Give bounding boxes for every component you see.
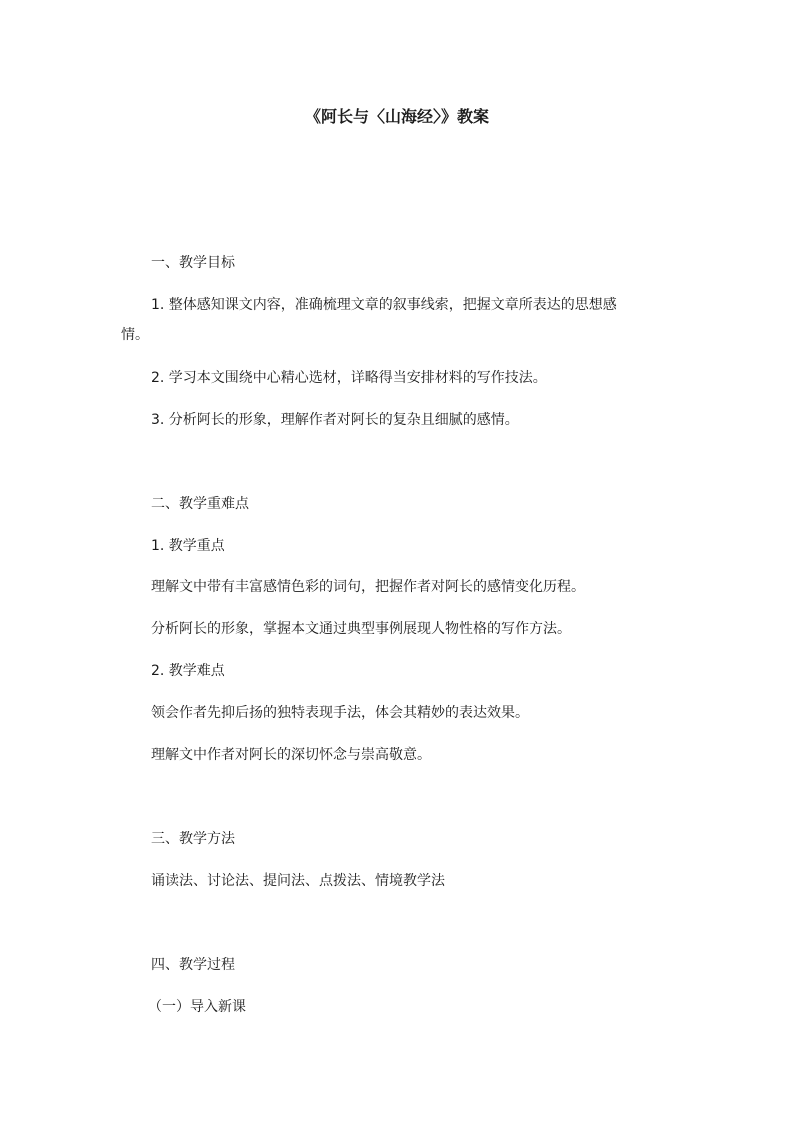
key-point-2: 分析阿长的形象，掌握本文通过典型事例展现人物性格的写作方法。 <box>151 621 571 637</box>
objective-1-line-2: 情。 <box>121 327 149 343</box>
objective-2: 2. 学习本文围绕中心精心选材，详略得当安排材料的写作技法。 <box>151 370 547 386</box>
section-heading-process: 四、教学过程 <box>151 957 235 973</box>
section-heading-methods: 三、教学方法 <box>151 831 235 847</box>
section-heading-objectives: 一、教学目标 <box>151 255 235 271</box>
process-sub-heading-1: （一）导入新课 <box>148 999 246 1015</box>
objective-3: 3. 分析阿长的形象，理解作者对阿长的复杂且细腻的感情。 <box>151 412 519 428</box>
key-point-1: 理解文中带有丰富感情色彩的词句，把握作者对阿长的感情变化历程。 <box>151 579 585 595</box>
objective-1-line-1: 1. 整体感知课文内容，准确梳理文章的叙事线索，把握文章所表达的思想感 <box>151 297 617 313</box>
key-points-heading: 1. 教学重点 <box>151 538 225 554</box>
difficult-point-1: 领会作者先抑后扬的独特表现手法，体会其精妙的表达效果。 <box>151 705 529 721</box>
document-title: 《阿长与〈山海经〉》教案 <box>304 107 489 126</box>
difficult-points-heading: 2. 教学难点 <box>151 663 225 679</box>
section-heading-key-difficult: 二、教学重难点 <box>151 496 249 512</box>
difficult-point-2: 理解文中作者对阿长的深切怀念与崇高敬意。 <box>151 747 431 763</box>
methods-content: 诵读法、讨论法、提问法、点拨法、情境教学法 <box>151 873 445 889</box>
